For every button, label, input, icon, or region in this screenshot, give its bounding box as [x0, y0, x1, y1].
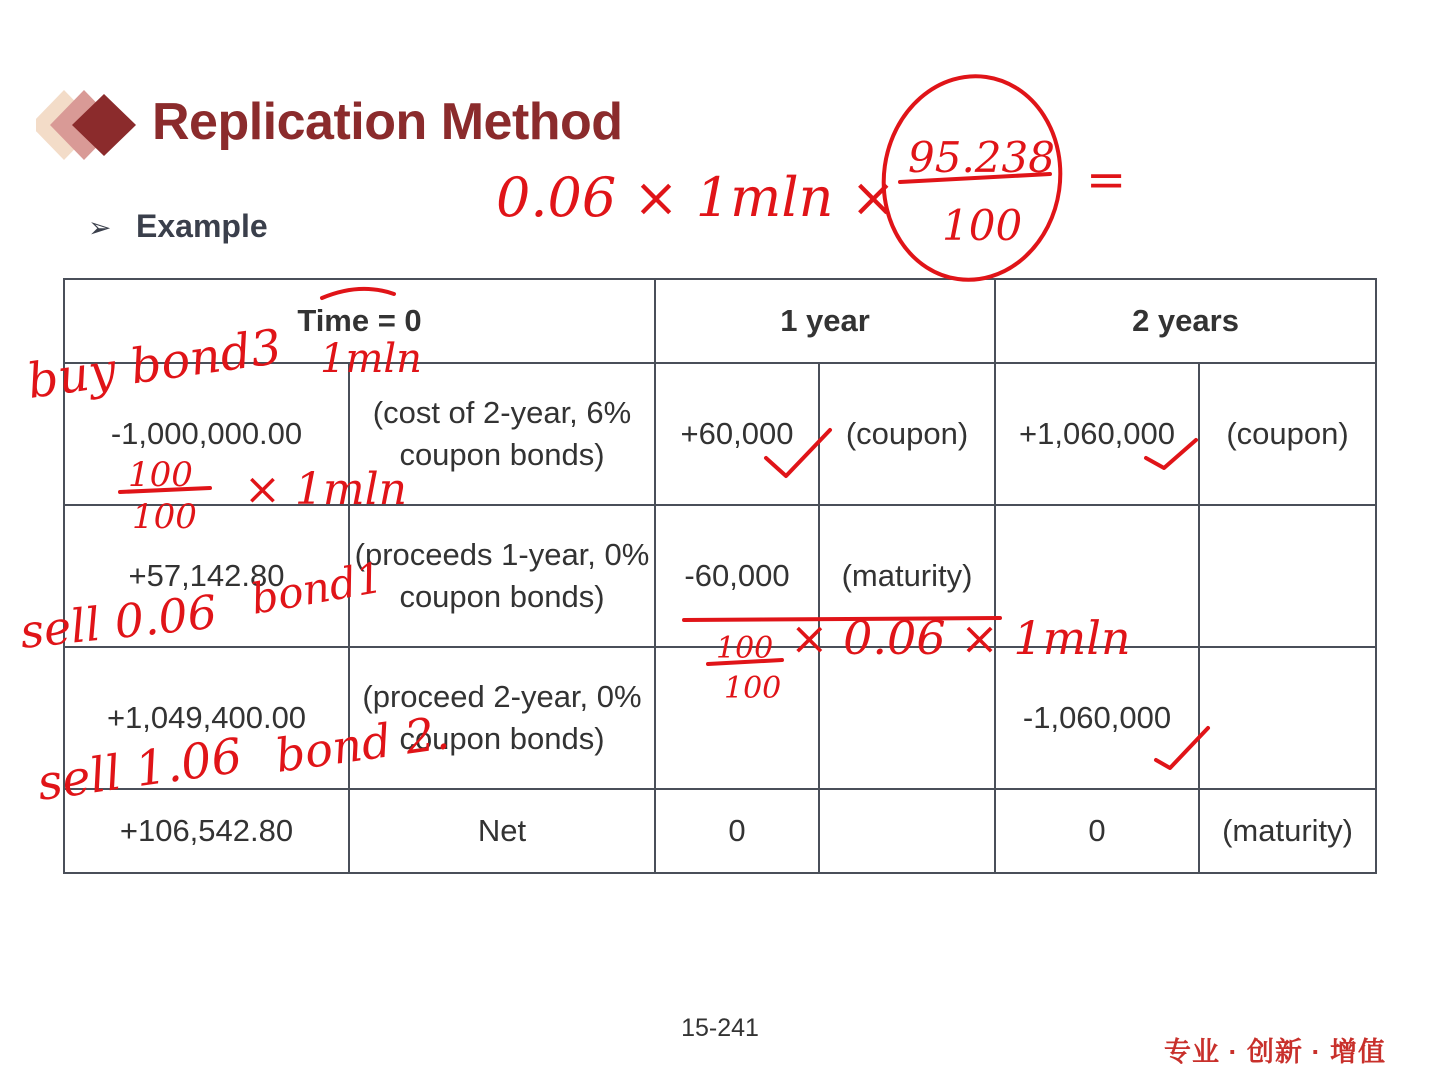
cell-amount-t0: -1,000,000.00: [64, 363, 349, 505]
table-row: [64, 505, 1376, 647]
cell-note-y2: [1199, 505, 1376, 647]
cell-amount-y2: 0: [995, 789, 1199, 873]
table-row-net: [64, 789, 1376, 873]
cell-desc-t0: (proceed 2-year, 0% coupon bonds): [349, 647, 655, 789]
ink-fraction-numerator: 95.238: [908, 133, 1055, 182]
bullet-text: Example: [136, 208, 268, 244]
cell-note-y1: [819, 647, 995, 789]
cell-amount-y1: [655, 647, 819, 789]
cell-note-y2: [1199, 647, 1376, 789]
ink-sell-note-1: sell 0.06: [17, 584, 220, 659]
header-2-years: 2 years: [995, 279, 1376, 363]
table-row: [64, 363, 1376, 505]
cash-flow-table: [63, 278, 1377, 874]
cell-amount-t0: +57,142.80: [64, 505, 349, 647]
cell-amount-y1: 0: [655, 789, 819, 873]
page-number: 15-241: [681, 1014, 759, 1042]
ink-sell-note-2: sell 1.06: [33, 727, 246, 812]
cell-amount-y1: -60,000: [655, 505, 819, 647]
cell-amount-t0: +1,049,400.00: [64, 647, 349, 789]
ink-price-ratio-top: 100: [128, 455, 193, 495]
ink-one-mln: 1mln: [320, 336, 422, 382]
ink-circle: [871, 65, 1074, 292]
ink-mid-formula: × 0.06 × 1mln: [790, 611, 1131, 665]
brand-slogan: 专业 · 创新 · 增值: [1164, 1037, 1386, 1067]
cell-note-y1: (coupon): [819, 363, 995, 505]
ink-fraction-bar: [900, 174, 1050, 182]
cell-note-y2: (coupon): [1199, 363, 1376, 505]
cell-amount-t0: +106,542.80: [64, 789, 349, 873]
header-1-year: 1 year: [655, 279, 995, 363]
cell-desc-t0: (cost of 2-year, 6% coupon bonds): [349, 363, 655, 505]
cell-desc-t0: Net: [349, 789, 655, 873]
ink-times-mln: × 1mln: [244, 464, 407, 515]
table-row: [64, 647, 1376, 789]
ink-mid-ratio-bottom: 100: [724, 671, 782, 706]
cell-note-y2: (maturity): [1199, 789, 1376, 873]
bullet-example: [88, 208, 268, 245]
table-header-row: [64, 279, 1376, 363]
ink-bond1-note: bond1: [247, 552, 387, 624]
cell-desc-t0: (proceeds 1-year, 0% coupon bonds): [349, 505, 655, 647]
title-diamond-icon: [36, 88, 146, 162]
cell-amount-y2: -1,060,000: [995, 647, 1199, 789]
ink-fraction-denominator: 100: [942, 201, 1023, 250]
ink-price-ratio-bottom: 100: [132, 497, 197, 537]
cell-amount-y2: [995, 505, 1199, 647]
header-time-0: Time = 0: [64, 279, 655, 363]
slide-title: Replication Method: [152, 93, 623, 151]
ink-top-formula: 0.06 × 1mln ×: [496, 166, 896, 229]
cell-note-y1: (maturity): [819, 505, 995, 647]
bullet-arrow-icon: ➢: [88, 212, 112, 243]
ink-equals: =: [1086, 152, 1127, 208]
ink-buy-note: buy bond3: [23, 318, 286, 410]
ink-mid-ratio-top: 100: [716, 631, 774, 666]
cell-amount-y2: +1,060,000: [995, 363, 1199, 505]
cell-note-y1: [819, 789, 995, 873]
ink-bond2-note: bond 2.: [272, 705, 453, 783]
cell-amount-y1: +60,000: [655, 363, 819, 505]
